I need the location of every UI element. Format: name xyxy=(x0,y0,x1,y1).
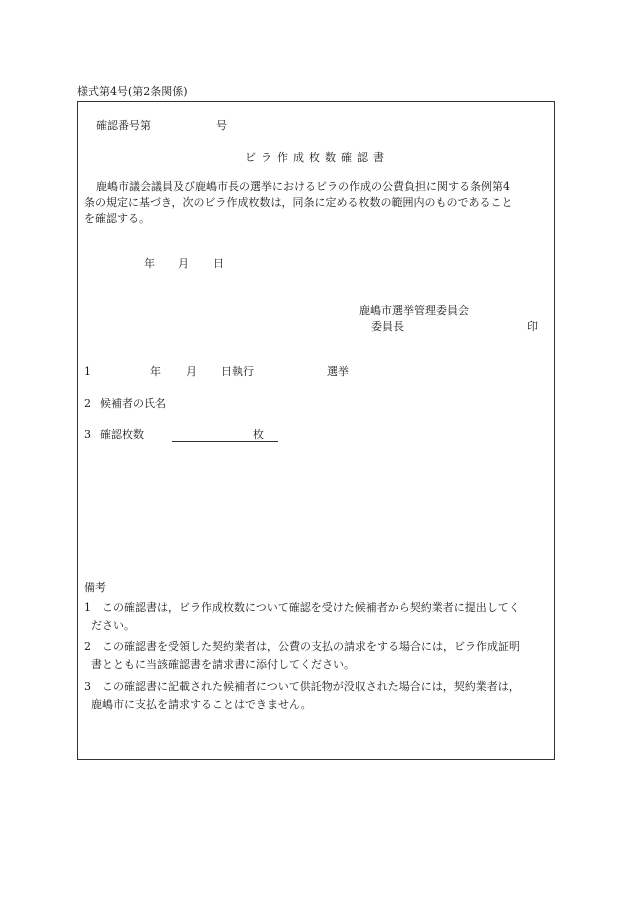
item-1-election-label: 選挙 xyxy=(327,365,349,378)
item-1-month-label: 月 xyxy=(186,365,197,378)
seal-mark: 印 xyxy=(527,320,538,333)
issuer-name: 鹿嶋市選挙管理委員会 xyxy=(359,304,469,317)
body-text-line: を確認する。 xyxy=(84,212,150,225)
item-2-number: 2 xyxy=(84,397,91,410)
candidate-name-label: 候補者の氏名 xyxy=(100,397,166,410)
confirmed-count-label: 確認枚数 xyxy=(100,428,144,441)
document-title: ビラ作成枚数確認書 xyxy=(245,151,389,164)
body-text-line: 鹿嶋市議会議員及び鹿嶋市長の選挙におけるビラの作成の公費負担に関する条例第4 xyxy=(96,180,510,193)
item-1-year-label: 年 xyxy=(150,365,161,378)
note-line: 2 この確認書を受領した契約業者は，公費の支払の請求をする場合には，ビラ作成証明 xyxy=(84,640,520,653)
note-line: 書とともに当該確認書を請求書に添付してください。 xyxy=(91,658,355,671)
confirmed-count-unit: 枚 xyxy=(253,428,264,441)
item-1-number: 1 xyxy=(84,365,91,378)
notes-heading: 備考 xyxy=(84,581,106,594)
note-line: 鹿嶋市に支払を請求することはできません。 xyxy=(91,698,312,711)
date-day-label: 日 xyxy=(213,257,224,270)
cert-number-suffix: 号 xyxy=(216,119,227,132)
item-3-number: 3 xyxy=(84,428,91,441)
form-number-label: 様式第4号(第2条関係) xyxy=(77,85,188,98)
note-line: 1 この確認書は，ビラ作成枚数について確認を受けた候補者から契約業者に提出してく xyxy=(84,601,520,614)
body-text-line: 条の規定に基づき，次のビラ作成枚数は，同条に定める枚数の範囲内のものであること xyxy=(84,196,513,209)
note-line: 3 この確認書に記載された候補者について供託物が没収された場合には，契約業者は， xyxy=(84,680,520,693)
note-line: ださい。 xyxy=(91,619,135,632)
item-1-execution-label: 日執行 xyxy=(221,365,254,378)
date-year-label: 年 xyxy=(144,257,155,270)
cert-number-label: 確認番号第 xyxy=(96,119,151,132)
date-month-label: 月 xyxy=(178,257,189,270)
issuer-title: 委員長 xyxy=(371,320,404,333)
